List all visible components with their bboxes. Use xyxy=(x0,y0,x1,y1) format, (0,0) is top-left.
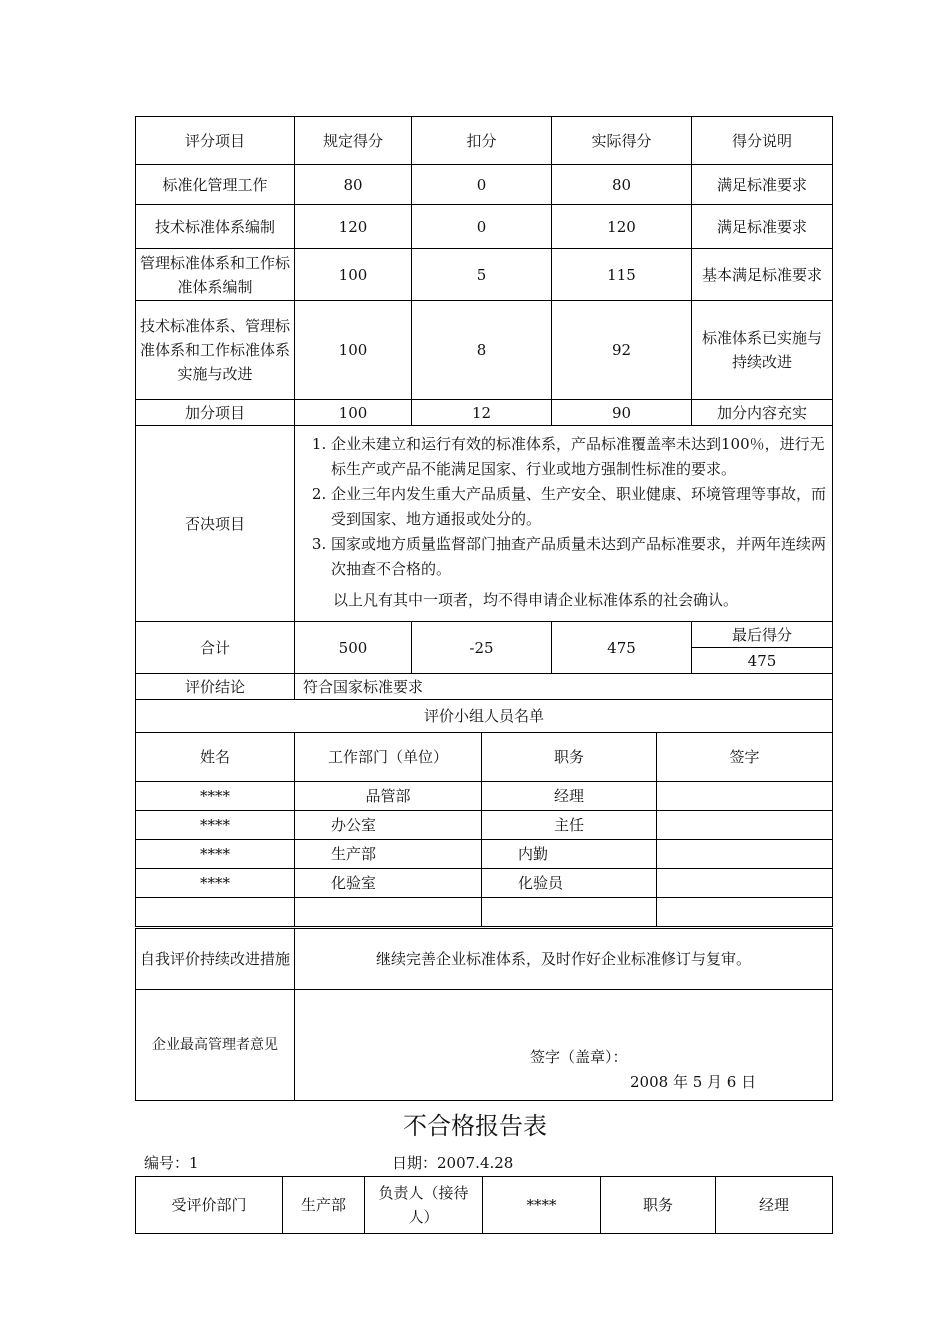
dept-cell: 化验室 xyxy=(295,869,482,898)
report-table xyxy=(135,1176,833,1234)
sign-cell xyxy=(657,898,833,927)
name-cell: **** xyxy=(136,869,295,898)
dept-label: 受评价部门 xyxy=(136,1177,283,1234)
deduct-cell: 0 xyxy=(412,205,552,249)
table-row xyxy=(136,165,833,205)
veto-label: 否决项目 xyxy=(136,426,295,622)
header-dept: 工作部门（单位） xyxy=(295,733,482,782)
total-row xyxy=(136,622,833,648)
team-table xyxy=(135,732,833,927)
title-cell: 内勤 xyxy=(482,840,657,869)
total-label: 合计 xyxy=(136,622,295,674)
dept-cell: 办公室 xyxy=(295,811,482,840)
sign-cell xyxy=(657,840,833,869)
table-row xyxy=(136,400,833,426)
standard-cell: 100 xyxy=(295,400,412,426)
item-cell: 标准化管理工作 xyxy=(136,165,295,205)
opinion-table xyxy=(135,928,833,1101)
note-cell: 满足标准要求 xyxy=(692,165,833,205)
item-cell: 技术标准体系编制 xyxy=(136,205,295,249)
score-table xyxy=(135,116,833,733)
deduct-cell: 12 xyxy=(412,400,552,426)
report-title: 不合格报告表 xyxy=(403,1112,547,1140)
header-actual: 实际得分 xyxy=(552,117,692,165)
report-number: 编号：1 xyxy=(144,1154,199,1172)
name-cell: **** xyxy=(136,840,295,869)
improvement-row xyxy=(136,929,833,990)
veto-note: 以上凡有其中一项者，均不得申请企业标准体系的社会确认。 xyxy=(333,591,739,609)
table-row xyxy=(136,782,833,811)
title-cell: 经理 xyxy=(482,782,657,811)
veto-item: 2. 企业三年内发生重大产品质量、生产安全、职业健康、环境管理等事故，而受到国家、地方通报或处分的。 xyxy=(331,482,826,532)
signature-block xyxy=(295,990,832,1100)
table-row xyxy=(136,301,833,400)
improvement-label: 自我评价持续改进措施 xyxy=(136,929,295,990)
header-title: 职务 xyxy=(482,733,657,782)
team-title: 评价小组人员名单 xyxy=(136,700,833,733)
total-deduct: -25 xyxy=(412,622,552,674)
deduct-cell: 8 xyxy=(412,301,552,400)
team-header-row xyxy=(136,733,833,782)
veto-list xyxy=(295,426,832,588)
person-label: 负责人（接待人） xyxy=(365,1177,483,1234)
report-row xyxy=(136,1177,833,1234)
total-actual: 475 xyxy=(552,622,692,674)
actual-cell: 120 xyxy=(552,205,692,249)
sign-cell xyxy=(657,869,833,898)
note-cell: 基本满足标准要求 xyxy=(692,249,833,301)
report-date: 日期：2007.4.28 xyxy=(392,1154,514,1172)
team-title-row xyxy=(136,700,833,733)
total-standard: 500 xyxy=(295,622,412,674)
title-cell: 化验员 xyxy=(482,869,657,898)
dept-cell: 生产部 xyxy=(295,840,482,869)
table-row xyxy=(136,249,833,301)
title-value: 经理 xyxy=(716,1177,833,1234)
header-name: 姓名 xyxy=(136,733,295,782)
manager-opinion xyxy=(295,990,833,1101)
name-cell: **** xyxy=(136,782,295,811)
final-score-value: 475 xyxy=(692,648,833,674)
name-cell xyxy=(136,898,295,927)
dept-cell: 品管部 xyxy=(295,782,482,811)
table-row xyxy=(136,898,833,927)
table-row xyxy=(136,869,833,898)
conclusion-row xyxy=(136,674,833,700)
table-row xyxy=(136,205,833,249)
table-row xyxy=(136,840,833,869)
improvement-value: 继续完善企业标准体系，及时作好企业标准修订与复审。 xyxy=(295,929,833,990)
title-label: 职务 xyxy=(601,1177,716,1234)
sign-cell xyxy=(657,782,833,811)
standard-cell: 120 xyxy=(295,205,412,249)
actual-cell: 90 xyxy=(552,400,692,426)
standard-cell: 100 xyxy=(295,249,412,301)
note-cell: 满足标准要求 xyxy=(692,205,833,249)
final-score-label: 最后得分 xyxy=(692,622,833,648)
title-cell: 主任 xyxy=(482,811,657,840)
dept-value: 生产部 xyxy=(283,1177,365,1234)
note-cell: 标准体系已实施与持续改进 xyxy=(692,301,833,400)
veto-item: 1. 企业未建立和运行有效的标准体系，产品标准覆盖率未达到100％，进行无标生产或产品不能满足国家、行业或地方强制性标准的要求。 xyxy=(331,432,826,482)
item-cell: 技术标准体系、管理标准体系和工作标准体系实施与改进 xyxy=(136,301,295,400)
title-cell xyxy=(482,898,657,927)
manager-label: 企业最高管理者意见 xyxy=(136,990,295,1101)
standard-cell: 100 xyxy=(295,301,412,400)
name-cell: **** xyxy=(136,811,295,840)
manager-row xyxy=(136,990,833,1101)
dept-cell xyxy=(295,898,482,927)
score-header-row xyxy=(136,117,833,165)
item-cell: 加分项目 xyxy=(136,400,295,426)
header-deduct: 扣分 xyxy=(412,117,552,165)
sign-cell xyxy=(657,811,833,840)
actual-cell: 115 xyxy=(552,249,692,301)
standard-cell: 80 xyxy=(295,165,412,205)
conclusion-label: 评价结论 xyxy=(136,674,295,700)
veto-item: 3. 国家或地方质量监督部门抽查产品质量未达到产品标准要求，并两年连续两次抽查不合格的。 xyxy=(331,532,826,582)
header-standard: 规定得分 xyxy=(295,117,412,165)
deduct-cell: 5 xyxy=(412,249,552,301)
conclusion-value: 符合国家标准要求 xyxy=(295,674,833,700)
header-note: 得分说明 xyxy=(692,117,833,165)
actual-cell: 80 xyxy=(552,165,692,205)
veto-row xyxy=(136,426,833,622)
note-cell: 加分内容充实 xyxy=(692,400,833,426)
veto-content xyxy=(295,426,833,622)
table-row xyxy=(136,811,833,840)
actual-cell: 92 xyxy=(552,301,692,400)
item-cell: 管理标准体系和工作标准体系编制 xyxy=(136,249,295,301)
person-value: **** xyxy=(483,1177,601,1234)
signature-label: 签字（盖章）： xyxy=(530,1048,628,1066)
header-sign: 签字 xyxy=(657,733,833,782)
signature-date: 2008 年 5 月 6 日 xyxy=(630,1073,757,1091)
header-item: 评分项目 xyxy=(136,117,295,165)
deduct-cell: 0 xyxy=(412,165,552,205)
